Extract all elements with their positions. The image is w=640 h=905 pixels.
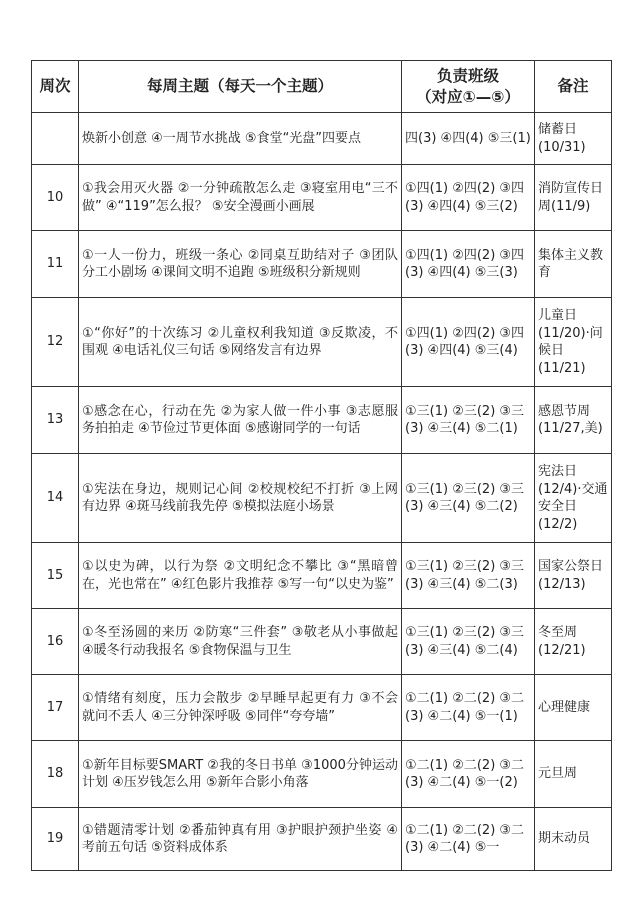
week-cell: 17 — [32, 675, 79, 741]
note-cell: 冬至周(12/21) — [535, 609, 612, 675]
note-cell: 感恩节周(11/27,美) — [535, 387, 612, 454]
table-row — [32, 808, 612, 871]
week-cell — [32, 113, 79, 165]
note-cell: 集体主义教育 — [535, 231, 612, 298]
note-cell: 国家公祭日(12/13) — [535, 543, 612, 609]
note-cell: 宪法日(12/4)·交通安全日(12/2) — [535, 454, 612, 543]
table-row — [32, 298, 612, 387]
table-row — [32, 165, 612, 231]
table-row — [32, 113, 612, 165]
week-cell: 13 — [32, 387, 79, 454]
header-theme: 每周主题（每天一个主题） — [79, 61, 402, 113]
note-cell: 元旦周 — [535, 741, 612, 808]
schedule-table — [31, 60, 612, 871]
classes-cell: ①二(1) ②二(2) ③二(3) ④二(4) ⑤一(1) — [402, 675, 535, 741]
note-cell: 期末动员 — [535, 808, 612, 871]
classes-cell: ①二(1) ②二(2) ③二(3) ④二(4) ⑤一 — [402, 808, 535, 871]
table-row — [32, 543, 612, 609]
week-cell: 15 — [32, 543, 79, 609]
theme-cell: ①“你好”的十次练习 ②儿童权利我知道 ③反欺凌，不围观 ④电话礼仪三句话 ⑤网络发言有边界 — [79, 298, 402, 387]
classes-cell: 四(3) ④四(4) ⑤三(1) — [402, 113, 535, 165]
theme-cell: ①我会用灭火器 ②一分钟疏散怎么走 ③寝室用电“三不做” ④“119”怎么报？ ⑤安全漫画小画展 — [79, 165, 402, 231]
classes-cell: ①四(1) ②四(2) ③四(3) ④四(4) ⑤三(4) — [402, 298, 535, 387]
classes-cell: ①二(1) ②二(2) ③二(3) ④二(4) ⑤一(2) — [402, 741, 535, 808]
header-note: 备注 — [535, 61, 612, 113]
classes-cell: ①三(1) ②三(2) ③三(3) ④三(4) ⑤二(4) — [402, 609, 535, 675]
table-row — [32, 741, 612, 808]
week-cell: 10 — [32, 165, 79, 231]
theme-cell: ①一人一份力，班级一条心 ②同桌互助结对子 ③团队分工小剧场 ④课间文明不追跑 ⑤班级积分新规则 — [79, 231, 402, 298]
week-cell: 19 — [32, 808, 79, 871]
theme-cell: ①新年目标要SMART ②我的冬日书单 ③1000分钟运动计划 ④压岁钱怎么用 ⑤新年合影小角落 — [79, 741, 402, 808]
header-row — [32, 61, 612, 113]
header-classes-line1: 负责班级 — [436, 66, 499, 85]
classes-cell: ①四(1) ②四(2) ③四(3) ④四(4) ⑤三(2) — [402, 165, 535, 231]
theme-cell: 焕新小创意 ④一周节水挑战 ⑤食堂“光盘”四要点 — [79, 113, 402, 165]
classes-cell: ①三(1) ②三(2) ③三(3) ④三(4) ⑤二(1) — [402, 387, 535, 454]
table-row — [32, 609, 612, 675]
week-cell: 12 — [32, 298, 79, 387]
note-cell: 心理健康 — [535, 675, 612, 741]
table-row — [32, 675, 612, 741]
header-classes — [402, 61, 535, 113]
classes-cell: ①三(1) ②三(2) ③三(3) ④三(4) ⑤二(2) — [402, 454, 535, 543]
theme-cell: ①情绪有刻度，压力会散步 ②早睡早起更有力 ③不会就问不丢人 ④三分钟深呼吸 ⑤同伴“夸夸墙” — [79, 675, 402, 741]
week-cell: 18 — [32, 741, 79, 808]
theme-cell: ①错题清零计划 ②番茄钟真有用 ③护眼护颈护坐姿 ④考前五句话 ⑤资料成体系 — [79, 808, 402, 871]
week-cell: 14 — [32, 454, 79, 543]
header-week: 周次 — [32, 61, 79, 113]
header-classes-line2: （对应①—⑤） — [416, 87, 520, 106]
note-cell: 消防宣传日周(11/9) — [535, 165, 612, 231]
theme-cell: ①宪法在身边，规则记心间 ②校规校纪不打折 ③上网有边界 ④斑马线前我先停 ⑤模拟法庭小场景 — [79, 454, 402, 543]
classes-cell: ①三(1) ②三(2) ③三(3) ④三(4) ⑤二(3) — [402, 543, 535, 609]
note-cell: 储蓄日(10/31) — [535, 113, 612, 165]
table-row — [32, 387, 612, 454]
theme-cell: ①冬至汤圆的来历 ②防寒“三件套” ③敬老从小事做起 ④暖冬行动我报名 ⑤食物保温与卫生 — [79, 609, 402, 675]
week-cell: 11 — [32, 231, 79, 298]
theme-cell: ①以史为碑，以行为祭 ②文明纪念不攀比 ③“黑暗曾在，光也常在” ④红色影片我推荐 ⑤写一句“以史为鉴” — [79, 543, 402, 609]
week-cell: 16 — [32, 609, 79, 675]
note-cell: 儿童日(11/20)·问候日(11/21) — [535, 298, 612, 387]
theme-cell: ①感念在心，行动在先 ②为家人做一件小事 ③志愿服务拍拍走 ④节俭过节更体面 ⑤感谢同学的一句话 — [79, 387, 402, 454]
classes-cell: ①四(1) ②四(2) ③四(3) ④四(4) ⑤三(3) — [402, 231, 535, 298]
table-row — [32, 231, 612, 298]
table-row — [32, 454, 612, 543]
